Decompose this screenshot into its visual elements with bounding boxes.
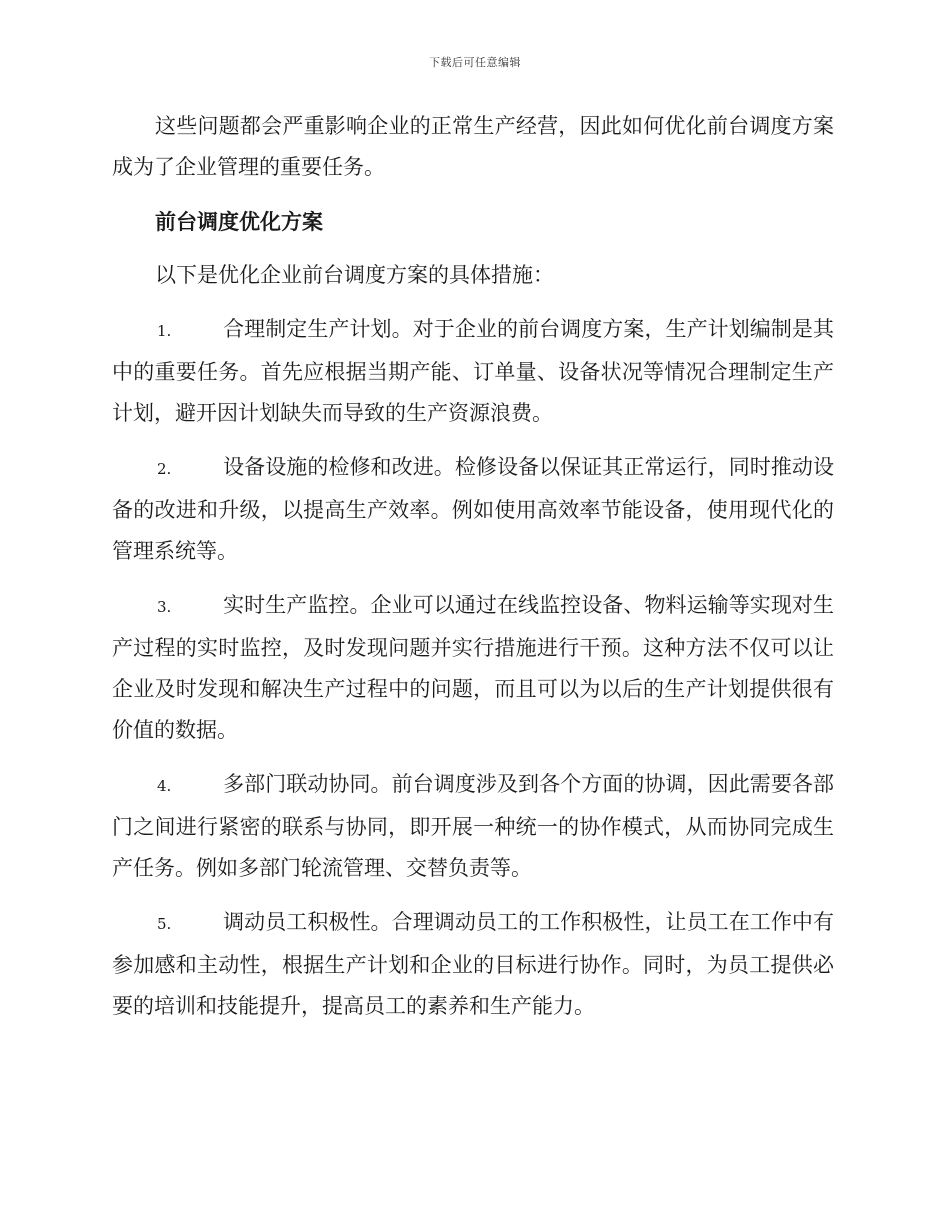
list-item-number: 1.	[157, 322, 172, 340]
list-item	[112, 447, 834, 572]
list-item-number: 5.	[157, 915, 172, 933]
intro-paragraph: 这些问题都会严重影响企业的正常生产经营，因此如何优化前台调度方案成为了企业管理的重要任务。	[112, 114, 834, 179]
list-item-number: 2.	[157, 460, 172, 478]
list-item-text: 调动员工积极性。合理调动员工的工作积极性，让员工在工作中有参加感和主动性，根据生产计划和企业的目标进行协作。同时，为员工提供必要的培训和技能提升，提高员工的素养和生产能力。	[112, 910, 834, 1018]
list-item-text: 实时生产监控。企业可以通过在线监控设备、物料运输等实现对生产过程的实时监控，及时发现问题并实行措施进行干预。这种方法不仅可以让企业及时发现和解决生产过程中的问题，而且可以为以后的生产计划提供很有价值的数据。	[112, 593, 834, 742]
section-heading: 前台调度优化方案	[155, 209, 323, 234]
lead-paragraph: 以下是优化企业前台调度方案的具体措施：	[155, 263, 554, 287]
list-item-text: 设备设施的检修和改进。检修设备以保证其正常运行，同时推动设备的改进和升级，以提高生产效率。例如使用高效率节能设备，使用现代化的管理系统等。	[112, 455, 834, 563]
list-item-text: 合理制定生产计划。对于企业的前台调度方案，生产计划编制是其中的重要任务。首先应根据当期产能、订单量、设备状况等情况合理制定生产计划，避开因计划缺失而导致的生产资源浪费。	[112, 317, 834, 425]
list-item-number: 4.	[157, 777, 172, 795]
list-item	[112, 309, 834, 434]
list-item	[112, 902, 834, 1027]
page-header: 下载后可任意编辑	[429, 56, 521, 69]
list-item-text: 多部门联动协同。前台调度涉及到各个方面的协调，因此需要各部门之间进行紧密的联系与协同，即开展一种统一的协作模式，从而协同完成生产任务。例如多部门轮流管理、交替负责等。	[112, 772, 834, 880]
list-item-number: 3.	[157, 598, 172, 616]
list-item	[112, 585, 834, 751]
document-body	[112, 106, 834, 1040]
list-item	[112, 764, 834, 889]
